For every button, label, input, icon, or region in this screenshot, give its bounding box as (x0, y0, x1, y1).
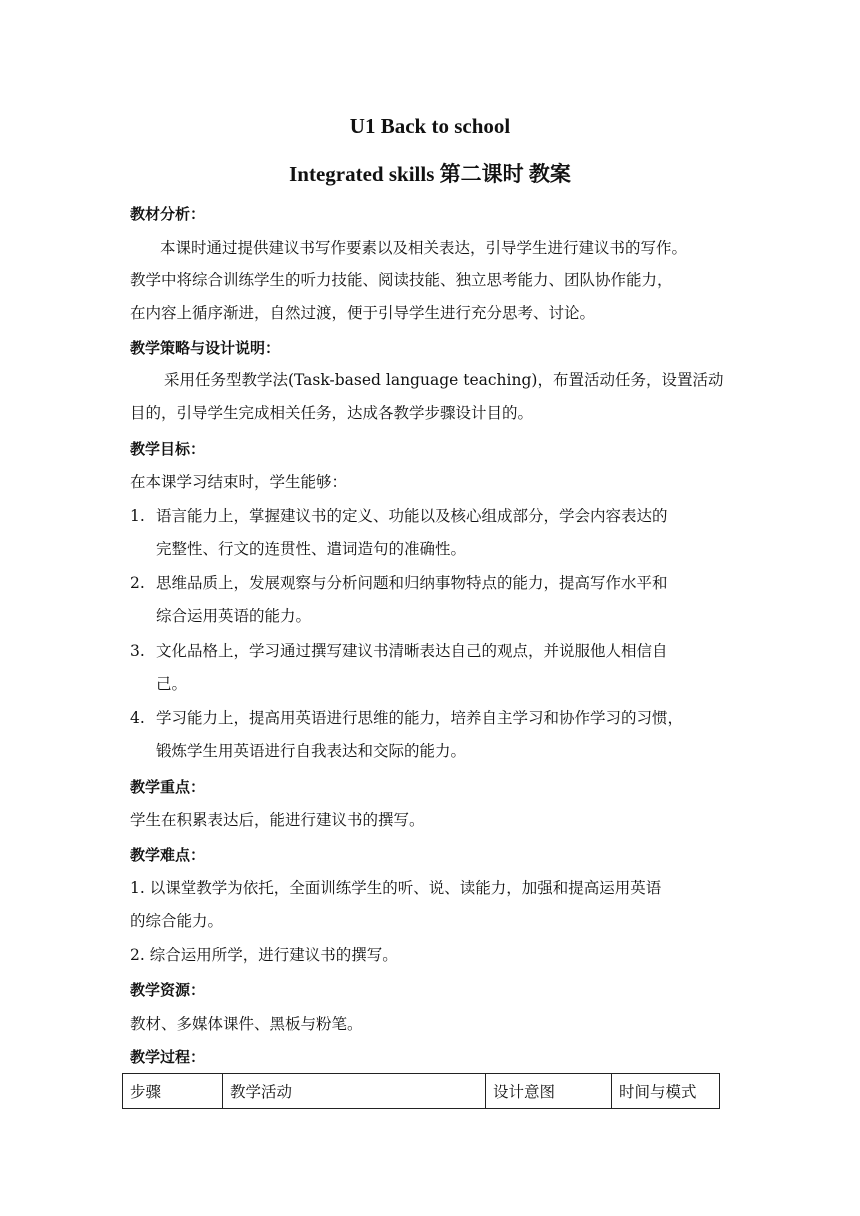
strategy-heading: 教学策略与设计说明： (130, 339, 281, 357)
strategy-line: 目的，引导学生完成相关任务，达成各教学步骤设计目的。 (130, 404, 534, 422)
table-header-cell: 教学活动 (223, 1074, 486, 1109)
difficulties-line: 的综合能力。 (130, 912, 224, 930)
analysis-line: 在内容上循序渐进，自然过渡，便于引导学生进行充分思考、讨论。 (130, 304, 596, 322)
table-header-cell: 设计意图 (486, 1074, 612, 1109)
difficulties-line: 1. 以课堂教学为依托，全面训练学生的听、说、读能力，加强和提高运用英语 (130, 879, 662, 897)
strategy-line: 采用任务型教学法(Task-based language teaching)，布置活动任务，设置活动 (164, 371, 724, 389)
key-points-heading: 教学重点： (130, 778, 206, 796)
difficulties-line: 2. 综合运用所学，进行建议书的撰写。 (130, 946, 398, 964)
document-title: U1 Back to school (349, 114, 511, 138)
difficulties-heading: 教学难点： (130, 846, 206, 864)
document-subtitle: Integrated skills 第二课时 教案 (289, 162, 571, 186)
objective-text: 完整性、行文的连贯性、遣词造句的准确性。 (156, 540, 467, 558)
analysis-heading: 教材分析： (130, 205, 206, 223)
resources-heading: 教学资源： (130, 981, 206, 999)
process-table (122, 1073, 720, 1109)
objectives-intro: 在本课学习结束时，学生能够： (130, 473, 348, 491)
key-points-text: 学生在积累表达后，能进行建议书的撰写。 (130, 811, 425, 829)
objective-number: 1. (130, 507, 145, 525)
objective-number: 2. (130, 574, 145, 592)
table-header-row (123, 1074, 720, 1109)
objective-text: 锻炼学生用英语进行自我表达和交际的能力。 (156, 742, 467, 760)
objective-number: 4. (130, 709, 145, 727)
analysis-line: 教学中将综合训练学生的听力技能、阅读技能、独立思考能力、团队协作能力， (130, 271, 673, 289)
objective-text: 思维品质上，发展观察与分析问题和归纳事物特点的能力，提高写作水平和 (156, 574, 668, 592)
objective-number: 3. (130, 642, 145, 660)
table-header-cell: 步骤 (123, 1074, 223, 1109)
process-heading: 教学过程： (130, 1048, 206, 1066)
objective-text: 语言能力上，掌握建议书的定义、功能以及核心组成部分，学会内容表达的 (156, 507, 668, 525)
objective-text: 己。 (156, 675, 188, 693)
objectives-heading: 教学目标： (130, 440, 206, 458)
objective-text: 文化品格上，学习通过撰写建议书清晰表达自己的观点，并说服他人相信自 (156, 642, 668, 660)
resources-text: 教材、多媒体课件、黑板与粉笔。 (130, 1015, 363, 1033)
objective-text: 学习能力上，提高用英语进行思维的能力，培养自主学习和协作学习的习惯， (156, 709, 684, 727)
objective-text: 综合运用英语的能力。 (156, 607, 312, 625)
analysis-line: 本课时通过提供建议书写作要素以及相关表达，引导学生进行建议书的写作。 (160, 239, 688, 257)
table-header-cell: 时间与模式 (612, 1074, 720, 1109)
